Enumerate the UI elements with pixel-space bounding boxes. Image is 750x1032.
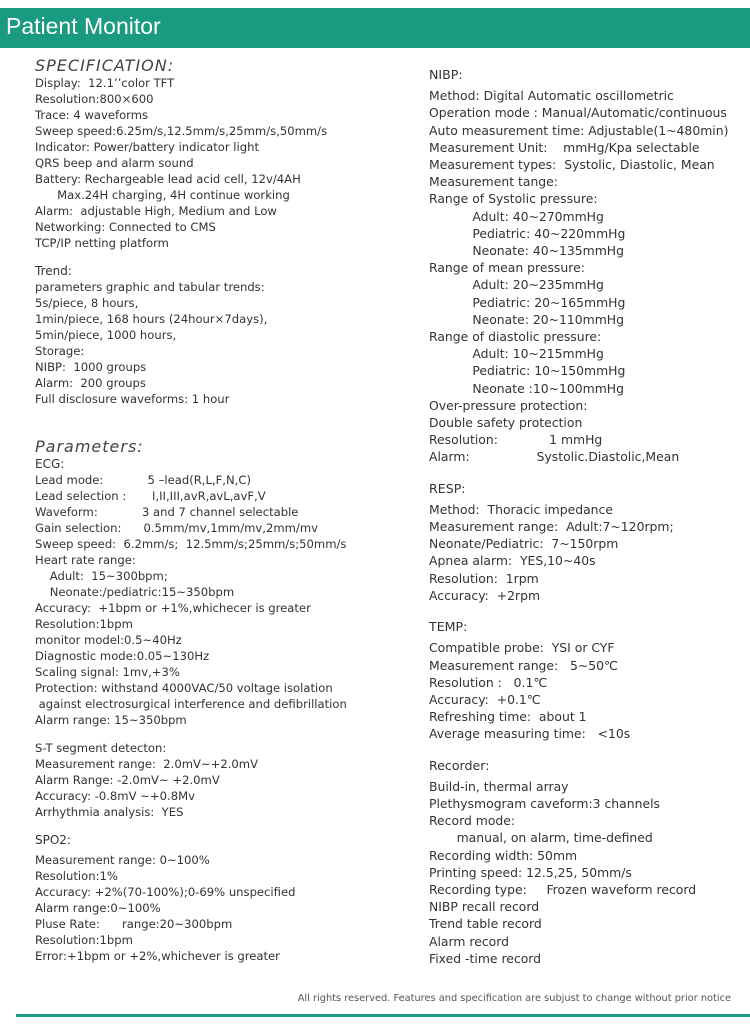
spec-line: Scaling signal: 1mv,+3% bbox=[35, 665, 180, 679]
spec-line: Refreshing time: about 1 bbox=[429, 709, 587, 725]
spec-line: Record mode: bbox=[429, 813, 516, 829]
spec-line: 1min/piece, 168 hours (24hour×7days), bbox=[35, 312, 268, 326]
spec-line: Sweep speed: 6.2mm/s; 12.5mm/s;25mm/s;50mm/s bbox=[35, 537, 347, 551]
spec-line: Arrhythmia analysis: YES bbox=[35, 805, 184, 819]
spec-line: Pediatric: 10~150mmHg bbox=[429, 363, 626, 379]
spec-line: 5min/piece, 1000 hours, bbox=[35, 328, 177, 342]
spec-line: Resolution:1bpm bbox=[35, 617, 133, 631]
spec-line: Protection: withstand 4000VAC/50 voltage isolation bbox=[35, 681, 333, 695]
resp-title: RESP: bbox=[429, 480, 466, 496]
spec-line: Display: 12.1’’color TFT bbox=[35, 76, 175, 90]
spec-line: Measurement tange: bbox=[429, 174, 558, 190]
spec-line: Measurement range: 2.0mV~+2.0mV bbox=[35, 757, 259, 771]
trend-list bbox=[35, 279, 415, 407]
spec-line: Neonate: 40~135mmHg bbox=[429, 243, 624, 259]
spec-line: Alarm: Systolic.Diastolic,Mean bbox=[429, 449, 680, 465]
spec-line: Max.24H charging, 4H continue working bbox=[35, 188, 290, 202]
spec-line: Alarm range: 15~350bpm bbox=[35, 713, 187, 727]
spec-line: Lead mode: 5 –lead(R,L,F,N,C) bbox=[35, 473, 251, 487]
page-title: Patient Monitor bbox=[6, 13, 161, 39]
spec-line: Networking: Connected to CMS bbox=[35, 220, 216, 234]
ecg-list bbox=[35, 472, 415, 728]
spec-line: Range of Systolic pressure: bbox=[429, 191, 598, 207]
spec-line: Resolution:1bpm bbox=[35, 933, 133, 947]
header-bar bbox=[0, 8, 750, 48]
spec-line: Alarm Range: -2.0mV~ +2.0mV bbox=[35, 773, 220, 787]
spec-line: Pediatric: 20~165mmHg bbox=[429, 294, 626, 310]
spec-line: Build-in, thermal array bbox=[429, 778, 569, 794]
recorder-list bbox=[429, 778, 749, 967]
spec-line: Measurement range: 5~50℃ bbox=[429, 657, 618, 673]
spec-line: Sweep speed:6.25m/s,12.5mm/s,25mm/s,50mm/s bbox=[35, 124, 328, 138]
spec-line: Double safety protection bbox=[429, 415, 583, 431]
spec-line: Neonate: 20~110mmHg bbox=[429, 311, 624, 327]
spec-line: Gain selection: 0.5mm/mv,1mm/mv,2mm/mv bbox=[35, 521, 318, 535]
spec-line: Error:+1bpm or +2%,whichever is greater bbox=[35, 949, 280, 963]
spec-line: Measurement range: 0~100% bbox=[35, 853, 210, 867]
spec-line: Resolution:1% bbox=[35, 869, 118, 883]
spec-line: Measurement Unit: mmHg/Kpa selectable bbox=[429, 139, 700, 155]
spec-line: Adult: 40~270mmHg bbox=[429, 208, 604, 224]
spec-line: Accuracy: +2rpm bbox=[429, 587, 541, 603]
spec-line: Range of mean pressure: bbox=[429, 260, 585, 276]
spec-line: Trace: 4 waveforms bbox=[35, 108, 149, 122]
footer-notice: All rights reserved. Features and specification are subjust to change without prior notice bbox=[297, 993, 731, 1004]
footer-bar bbox=[16, 1014, 750, 1017]
spec-line: TCP/IP netting platform bbox=[35, 236, 169, 250]
spec-line: Indicator: Power/battery indicator light bbox=[35, 140, 259, 154]
parameters-title: Parameters: bbox=[35, 437, 144, 456]
spec-line: Printing speed: 12.5,25, 50mm/s bbox=[429, 864, 632, 880]
spec-line: Measurement types: Systolic, Diastolic, Mean bbox=[429, 157, 715, 173]
spec-line: Neonate:/pediatric:15~350bpm bbox=[35, 585, 235, 599]
spec-line: Heart rate range: bbox=[35, 553, 136, 567]
spec-line: against electrosurgical interference and defibrillation bbox=[35, 697, 347, 711]
spec-line: Trend table record bbox=[429, 916, 542, 932]
spec-line: NIBP recall record bbox=[429, 899, 540, 915]
spec-line: Battery: Rechargeable lead acid cell, 12v/4AH bbox=[35, 172, 301, 186]
spec-line: Adult: 15~300bpm; bbox=[35, 569, 168, 583]
specification-title: SPECIFICATION: bbox=[35, 56, 175, 75]
spec-line: Diagnostic mode:0.05~130Hz bbox=[35, 649, 210, 663]
ecg-title: ECG: bbox=[35, 457, 65, 471]
spec-line: Fixed -time record bbox=[429, 950, 542, 966]
spec-line: Alarm range:0~100% bbox=[35, 901, 161, 915]
specification-list bbox=[35, 75, 415, 251]
trend-title: Trend: bbox=[35, 264, 72, 278]
spec-line: Compatible probe: YSI or CYF bbox=[429, 640, 615, 656]
spec-line: Resolution:800×600 bbox=[35, 92, 154, 106]
spec-line: Method: Digital Automatic oscillometric bbox=[429, 88, 674, 104]
st-segment-list bbox=[35, 740, 415, 820]
spec-line: QRS beep and alarm sound bbox=[35, 156, 194, 170]
spec-line: Accuracy: -0.8mV ~+0.8Mv bbox=[35, 789, 195, 803]
spec-line: Pluse Rate: range:20~300bpm bbox=[35, 917, 233, 931]
spec-line: Over-pressure protection: bbox=[429, 397, 588, 413]
spec-line: Accuracy: +0.1℃ bbox=[429, 691, 541, 707]
spec-line: Full disclosure waveforms: 1 hour bbox=[35, 392, 230, 406]
spec-line: manual, on alarm, time-defined bbox=[429, 830, 653, 846]
nibp-title: NIBP: bbox=[429, 67, 463, 82]
spec-line: Accuracy: +2%(70-100%);0-69% unspecified bbox=[35, 885, 296, 899]
spec-line: S-T segment detecton: bbox=[35, 741, 167, 755]
spec-line: Average measuring time: <10s bbox=[429, 726, 631, 742]
spec-line: Adult: 10~215mmHg bbox=[429, 346, 604, 362]
resp-list bbox=[429, 501, 749, 604]
temp-list bbox=[429, 639, 749, 742]
spec-line: Neonate/Pediatric: 7~150rpm bbox=[429, 536, 619, 552]
spec-line: Alarm record bbox=[429, 933, 509, 949]
spec-line: Waveform: 3 and 7 channel selectable bbox=[35, 505, 299, 519]
spec-line: Alarm: adjustable High, Medium and Low bbox=[35, 204, 277, 218]
spec-line: Plethysmogram caveform:3 channels bbox=[429, 795, 660, 811]
spec-line: NIBP: 1000 groups bbox=[35, 360, 147, 374]
right-column bbox=[429, 66, 749, 967]
spec-line: 5s/piece, 8 hours, bbox=[35, 296, 139, 310]
spec-line: Alarm: 200 groups bbox=[35, 376, 146, 390]
spec-line: Resolution: 1 mmHg bbox=[429, 432, 603, 448]
spec-line: Measurement range: Adult:7~120rpm; bbox=[429, 519, 674, 535]
spec-line: Range of diastolic pressure: bbox=[429, 329, 602, 345]
recorder-title: Recorder: bbox=[429, 757, 490, 773]
spec-line: parameters graphic and tabular trends: bbox=[35, 280, 265, 294]
spec-line: Neonate :10~100mmHg bbox=[429, 380, 624, 396]
spo2-title: SPO2: bbox=[35, 833, 71, 847]
spec-line: Recording type: Frozen waveform record bbox=[429, 881, 697, 897]
spec-line: Lead selection : I,II,III,avR,avL,avF,V bbox=[35, 489, 266, 503]
spec-line: Apnea alarm: YES,10~40s bbox=[429, 553, 596, 569]
spec-line: Storage: bbox=[35, 344, 85, 358]
spec-line: monitor model:0.5~40Hz bbox=[35, 633, 182, 647]
spec-line: Adult: 20~235mmHg bbox=[429, 277, 604, 293]
nibp-list bbox=[429, 87, 749, 465]
spec-line: Resolution : 0.1℃ bbox=[429, 674, 548, 690]
spo2-list bbox=[35, 852, 415, 964]
spec-line: Operation mode : Manual/Automatic/continuous bbox=[429, 105, 727, 121]
spec-line: Auto measurement time: Adjustable(1~480min) bbox=[429, 122, 729, 138]
spec-line: Accuracy: +1bpm or +1%,whichecer is greater bbox=[35, 601, 311, 615]
temp-title: TEMP: bbox=[429, 619, 468, 635]
spec-line: Resolution: 1rpm bbox=[429, 570, 539, 586]
spec-line: Recording width: 50mm bbox=[429, 847, 578, 863]
left-column bbox=[35, 56, 415, 964]
spec-line: Method: Thoracic impedance bbox=[429, 501, 613, 517]
spec-line: Pediatric: 40~220mmHg bbox=[429, 225, 626, 241]
